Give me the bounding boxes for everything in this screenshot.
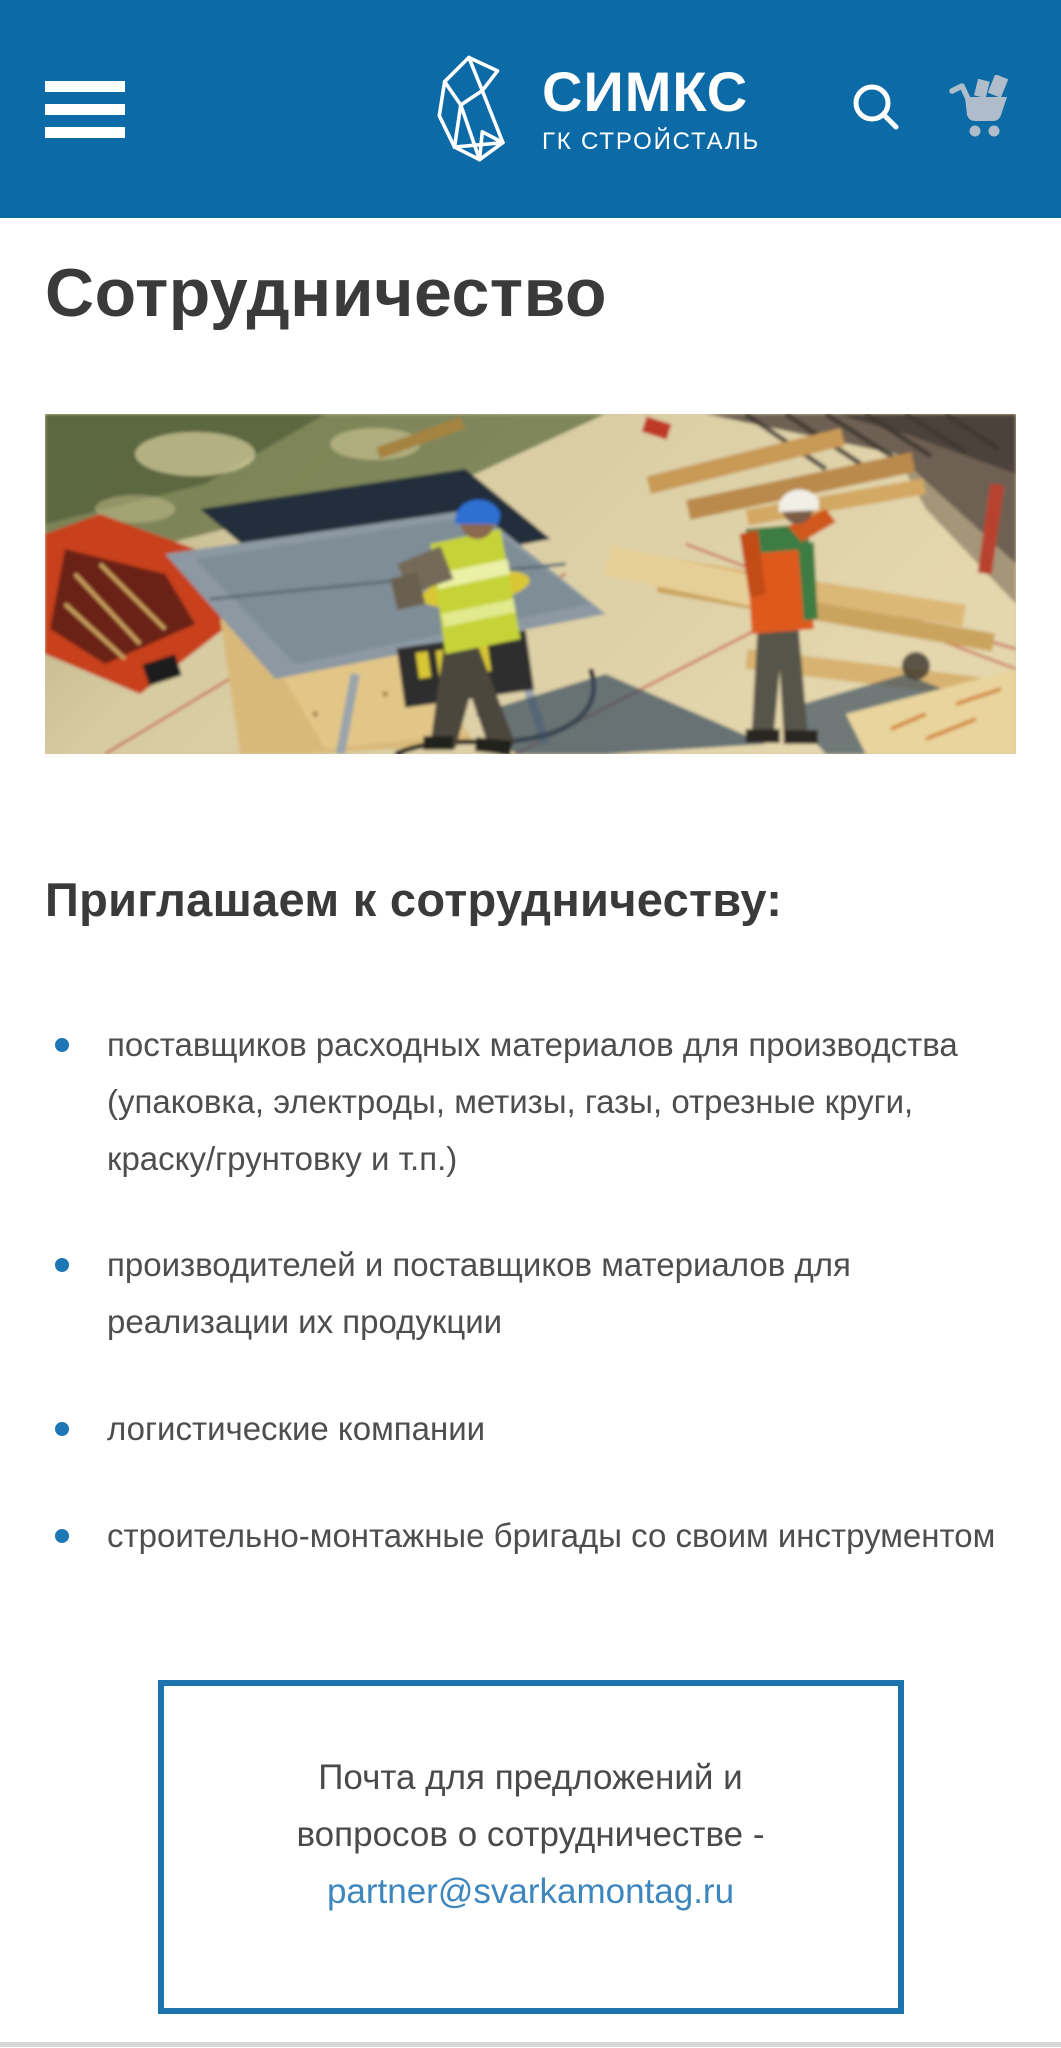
construction-photo	[45, 414, 1016, 754]
header	[0, 0, 1061, 218]
list-item	[45, 1401, 1016, 1458]
list-item-text: логистические компании	[107, 1409, 486, 1447]
contact-box	[158, 1680, 904, 2014]
bullet-icon	[55, 1038, 69, 1052]
bullet-icon	[55, 1422, 69, 1436]
list-item	[45, 1237, 1016, 1351]
bullet-icon	[55, 1529, 69, 1543]
list-item-text: поставщиков расходных материалов для производства (упаковка, электроды, метизы, газы, отрезные круги, краску/грунтовку и т.п.)	[107, 1026, 958, 1177]
contact-text-line1: Почта для предложений и	[318, 1758, 743, 1798]
list-item-text: строительно-монтажные бригады со своим инструментом	[107, 1516, 996, 1554]
section-heading: Приглашаем к сотрудничеству:	[45, 873, 783, 926]
list-item	[45, 1508, 1016, 1565]
email-link[interactable]: partner@svarkamontag.ru	[326, 1871, 735, 1911]
cart-icon[interactable]	[949, 75, 1009, 144]
bullet-icon	[55, 1258, 69, 1272]
crystal-logo-icon	[430, 53, 522, 165]
logo-title: СИМКС	[542, 60, 749, 123]
list-item-text: производителей и поставщиков материалов для реализации их продукции	[107, 1246, 851, 1340]
page-title: Сотрудничество	[45, 255, 608, 331]
header-actions	[849, 75, 1009, 144]
search-icon[interactable]	[849, 80, 903, 139]
invite-list	[45, 1017, 1016, 1564]
hamburger-menu-icon[interactable]	[45, 81, 125, 138]
list-item	[45, 1017, 1016, 1187]
contact-text-line2: вопросов о сотрудничестве -	[296, 1814, 765, 1854]
footer-divider	[0, 2042, 1061, 2047]
logo-subtitle: ГК СТРОЙСТАЛЬ	[542, 128, 761, 155]
logo[interactable]	[430, 53, 760, 165]
